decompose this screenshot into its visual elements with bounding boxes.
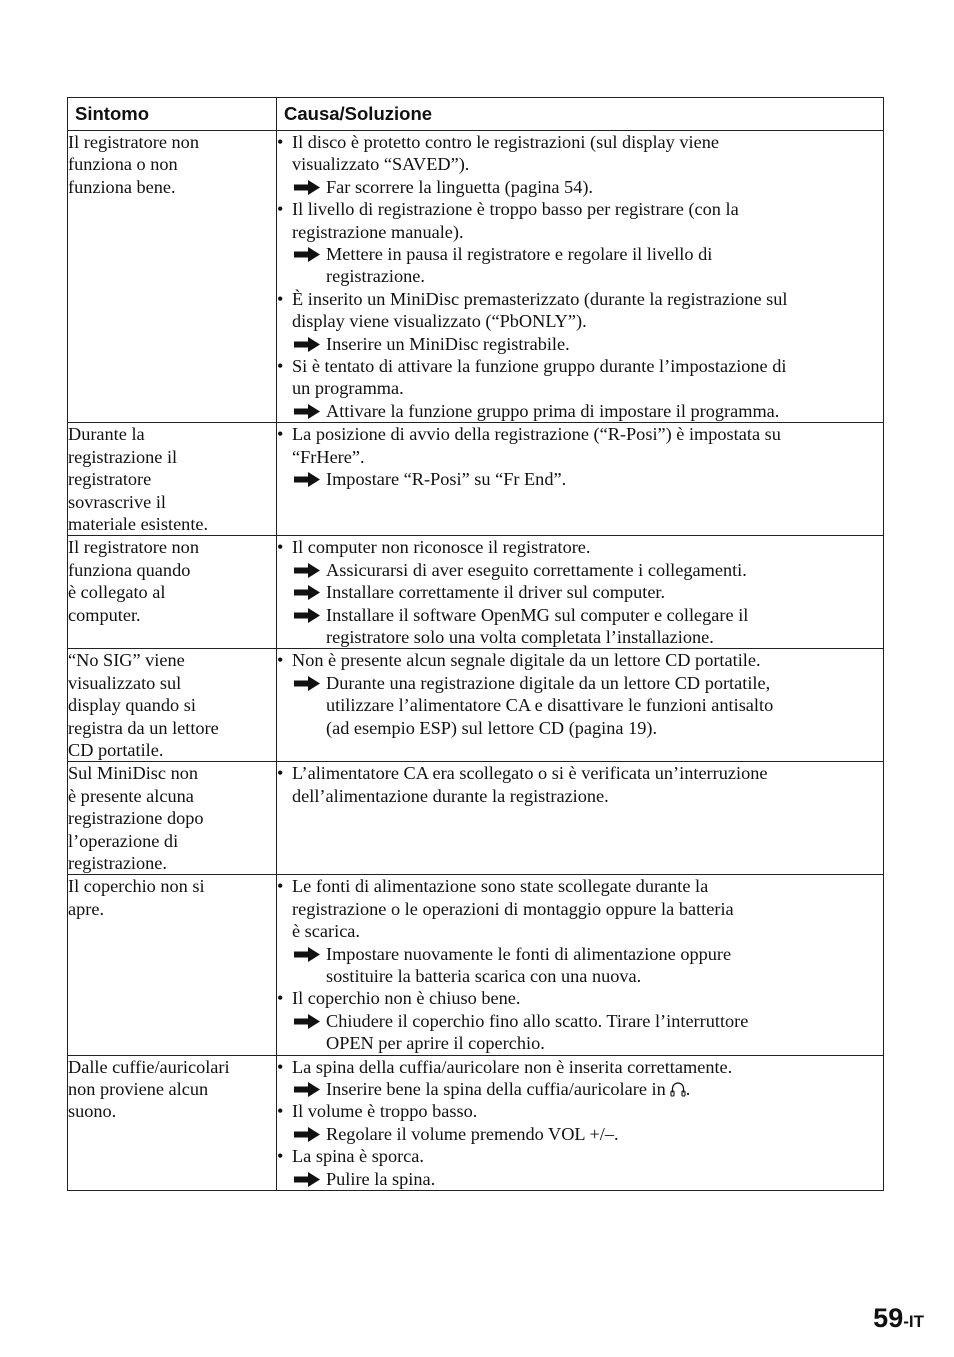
bullet-icon: • (277, 424, 284, 445)
bullet-icon: • (277, 763, 284, 784)
right-arrow-icon (293, 675, 321, 692)
cause-solution-cell (277, 875, 884, 1055)
text-line: è scarica. (292, 921, 360, 942)
text-line: Installare correttamente il driver sul computer. (326, 582, 666, 603)
text-line: è collegato al (68, 582, 166, 603)
solution-item (277, 1123, 883, 1145)
cause-item (277, 1100, 883, 1122)
right-arrow-icon (293, 179, 321, 196)
text-line: “FrHere”. (292, 446, 365, 467)
right-arrow-icon (293, 562, 321, 579)
text-line: Il coperchio non è chiuso bene. (292, 988, 521, 1009)
text-line: sostituire la batteria scarica con una nuova. (326, 966, 642, 987)
bullet-icon: • (277, 1146, 284, 1167)
symptom-cell (68, 536, 277, 649)
cause-item (277, 131, 883, 176)
text-line: Le fonti di alimentazione sono state scollegate durante la (292, 876, 709, 897)
right-arrow-icon (293, 607, 321, 624)
right-arrow-icon (293, 471, 321, 488)
text-line: È inserito un MiniDisc premasterizzato (durante la registrazione sul (292, 288, 788, 309)
symptom-cell (68, 875, 277, 1055)
text-line: visualizzato “SAVED”). (292, 154, 470, 175)
solution-item (277, 243, 883, 288)
right-arrow-icon (293, 336, 321, 353)
cause-item (277, 762, 883, 807)
cause-item (277, 875, 883, 942)
solution-item (277, 333, 883, 355)
cause-solution-cell (277, 649, 884, 762)
cause-item (277, 536, 883, 558)
bullet-icon: • (277, 132, 284, 152)
solution-item (277, 400, 883, 422)
cause-solution-cell (277, 131, 884, 423)
text-line: Si è tentato di attivare la funzione gruppo durante l’impostazione di (292, 356, 787, 377)
table-body (68, 131, 884, 1191)
text-line: Far scorrere la linguetta (pagina 54). (326, 176, 593, 197)
bullet-icon: • (277, 876, 284, 897)
right-arrow-icon (293, 1013, 321, 1030)
text-line: è presente alcuna (68, 785, 194, 806)
text-line: sovrascrive il (68, 491, 166, 512)
text-line: Mettere in pausa il registratore e regolare il livello di (326, 244, 713, 265)
text-line: OPEN per aprire il coperchio. (326, 1033, 545, 1054)
text-line: registrazione il (68, 446, 178, 467)
symptom-cell (68, 423, 277, 536)
text-line: funziona o non (68, 154, 178, 175)
text-line: display quando si (68, 695, 196, 716)
text-line: Il volume è troppo basso. (292, 1101, 478, 1122)
cause-solution-cell (277, 536, 884, 649)
text-line: Inserire un MiniDisc registrabile. (326, 333, 570, 354)
solution-item (277, 672, 883, 739)
text-line: L’alimentatore CA era scollegato o si è verificata un’interruzione (292, 763, 768, 784)
text-line: funziona quando (68, 559, 191, 580)
text-line: registrazione o le operazioni di montaggio oppure la batteria (292, 898, 734, 919)
table-row (68, 1055, 884, 1190)
text-line: Il registratore non (68, 537, 199, 558)
right-arrow-icon (293, 403, 321, 420)
page-number (873, 1303, 924, 1334)
text-line: “No SIG” viene (68, 650, 185, 671)
symptom-cell (68, 131, 277, 423)
bullet-icon: • (277, 288, 284, 309)
symptom-cell (68, 762, 277, 875)
text-line: registra da un lettore (68, 717, 219, 738)
text-line: registratore solo una volta completata l’installazione. (326, 626, 714, 647)
text-line: La spina è sporca. (292, 1146, 424, 1167)
text-line: Non è presente alcun segnale digitale da un lettore CD portatile. (292, 650, 761, 671)
solution-item (277, 943, 883, 988)
cause-item (277, 1145, 883, 1167)
solution-item (277, 559, 883, 581)
cause-solution-cell (277, 1055, 884, 1190)
text-line: Durante una registrazione digitale da un lettore CD portatile, (326, 672, 771, 693)
text-line: Impostare nuovamente le fonti di alimentazione oppure (326, 943, 732, 964)
text-line: (ad esempio ESP) sul lettore CD (pagina 19). (326, 717, 658, 738)
text-line: Attivare la funzione gruppo prima di impostare il programma. (326, 400, 780, 421)
text-line: Il computer non riconosce il registratore. (292, 537, 591, 558)
text-line: registratore (68, 469, 152, 490)
text-line: Durante la (68, 424, 145, 445)
table-row (68, 649, 884, 762)
bullet-icon: • (277, 1101, 284, 1122)
text-line: display viene visualizzato (“PbONLY”). (292, 311, 587, 332)
text-line: La spina della cuffia/auricolare non è inserita correttamente. (292, 1056, 733, 1077)
text-line: Dalle cuffie/auricolari (68, 1056, 230, 1077)
text-line: Sul MiniDisc non (68, 763, 199, 784)
text-line: Il coperchio non si (68, 876, 205, 897)
right-arrow-icon (293, 1171, 321, 1188)
cause-item (277, 1056, 883, 1078)
header-cause-solution: Causa/Soluzione (277, 98, 884, 131)
cause-solution-cell (277, 423, 884, 536)
table-row (68, 875, 884, 1055)
text-line: apre. (68, 898, 105, 919)
cause-item (277, 987, 883, 1009)
text-line: registrazione manuale). (292, 221, 464, 242)
right-arrow-icon (293, 584, 321, 601)
cause-item (277, 355, 883, 400)
cause-item (277, 423, 883, 468)
solution-item (277, 468, 883, 490)
cause-item (277, 288, 883, 333)
text-line: dell’alimentazione durante la registrazione. (292, 785, 609, 806)
text-line: funziona bene. (68, 176, 176, 197)
text-line: registrazione. (68, 853, 167, 873)
text-line: Il disco è protetto contro le registrazioni (sul display viene (292, 132, 719, 152)
symptom-cell (68, 649, 277, 762)
text-line: utilizzare l’alimentatore CA e disattivare le funzioni antisalto (326, 695, 774, 716)
text-line: La posizione di avvio della registrazione (“R-Posi”) è impostata su (292, 424, 781, 445)
table-row (68, 131, 884, 423)
text-line: Il livello di registrazione è troppo basso per registrare (con la (292, 199, 739, 220)
headphones-icon (670, 1080, 686, 1097)
solution-item: Inserire bene la spina della cuffia/auricolare in . (277, 1078, 883, 1100)
text-line: registrazione. (326, 266, 425, 287)
bullet-icon: • (277, 988, 284, 1009)
text-line: Chiudere il coperchio fino allo scatto. Tirare l’interruttore (326, 1010, 749, 1031)
text-line: non proviene alcun (68, 1079, 209, 1100)
solution-item (277, 604, 883, 649)
right-arrow-icon (293, 246, 321, 263)
troubleshooting-table (67, 97, 884, 1191)
text-line: Pulire la spina. (326, 1168, 436, 1189)
text-line: materiale esistente. (68, 513, 209, 534)
text-line: computer. (68, 604, 141, 625)
solution-item (277, 581, 883, 603)
cause-solution-cell (277, 762, 884, 875)
right-arrow-icon (293, 946, 321, 963)
text-line: Inserire bene la spina della cuffia/auricolare in (326, 1079, 666, 1100)
bullet-icon: • (277, 1056, 284, 1077)
text-line: Il registratore non (68, 132, 199, 152)
table-row (68, 423, 884, 536)
right-arrow-icon (293, 1081, 321, 1098)
table-row (68, 536, 884, 649)
table-header-row (68, 98, 884, 131)
solution-item (277, 176, 883, 198)
text-line: Impostare “R-Posi” su “Fr End”. (326, 469, 567, 490)
text-line: l’operazione di (68, 830, 179, 851)
cause-item (277, 198, 883, 243)
text-line: Assicurarsi di aver eseguito correttamente i collegamenti. (326, 559, 747, 580)
symptom-cell (68, 1055, 277, 1190)
bullet-icon: • (277, 537, 284, 558)
text-line: CD portatile. (68, 739, 164, 760)
text-line: visualizzato sul (68, 672, 182, 693)
solution-item (277, 1168, 883, 1190)
text-line: un programma. (292, 378, 404, 399)
text-line: registrazione dopo (68, 808, 204, 829)
solution-item (277, 1010, 883, 1055)
bullet-icon: • (277, 356, 284, 377)
page-number-suffix: -IT (903, 1312, 924, 1331)
page-number-value: 59 (873, 1303, 904, 1333)
cause-item (277, 649, 883, 671)
right-arrow-icon (293, 1126, 321, 1143)
bullet-icon: • (277, 199, 284, 220)
bullet-icon: • (277, 650, 284, 671)
text-line: suono. (68, 1101, 117, 1122)
table-row (68, 762, 884, 875)
text-line: Regolare il volume premendo VOL +/–. (326, 1123, 619, 1144)
header-symptom: Sintomo (68, 98, 277, 131)
text-line: Installare il software OpenMG sul computer e collegare il (326, 604, 749, 625)
